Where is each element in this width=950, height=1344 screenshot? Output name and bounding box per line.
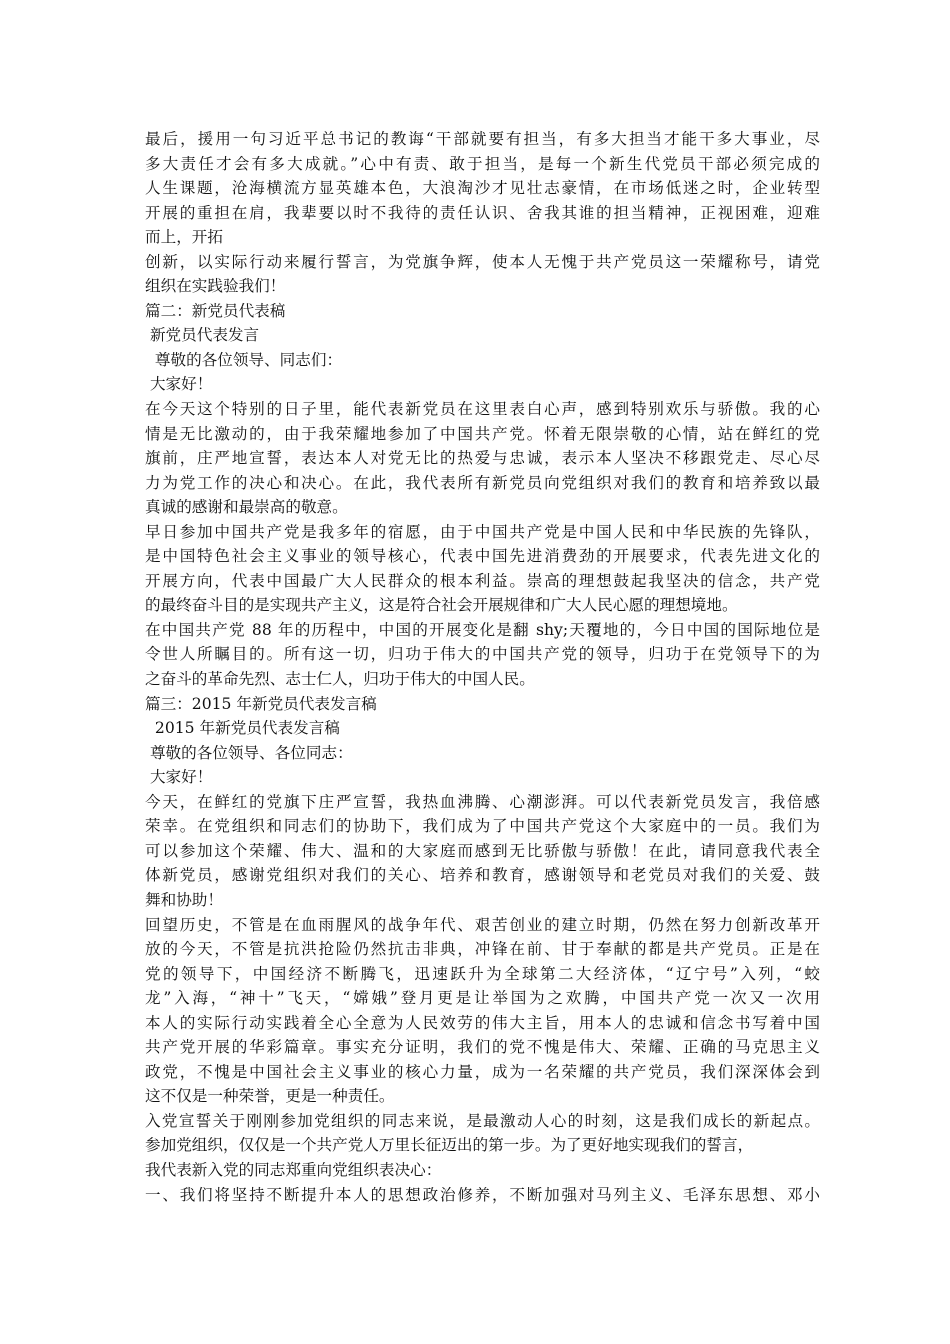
text-line: 真诚的感谢和最崇高的敬意。 <box>145 498 348 517</box>
text-line: 今天，在鲜红的党旗下庄严宣誓，我热血沸腾、心潮澎湃。可以代表新党员发言，我倍感 <box>145 792 820 811</box>
text-line: 人生课题，沧海横流方显英雄本色，大浪淘沙才见壮志豪情，在市场低迷之时，企业转型 <box>145 179 820 198</box>
text-line: 是中国特色社会主义事业的领导核心，代表中国先进消费劲的开展要求，代表先进文化的 <box>145 547 820 566</box>
text-line: 舞和协助！ <box>145 890 223 909</box>
text-line: 篇二：新党员代表稿 <box>145 301 286 320</box>
text-line: 开展的重担在肩，我辈要以时不我待的责任认识、舍我其谁的担当精神，正视困难，迎难 <box>145 203 820 222</box>
text-line: 大家好！ <box>145 768 213 787</box>
text-line: 新党员代表发言 <box>145 326 260 345</box>
text-line: 一、我们将坚持不断提升本人的思想政治修养，不断加强对马列主义、毛泽东思想、邓小 <box>145 1185 820 1204</box>
text-line: 参加党组织，仅仅是一个共产党人万里长征迈出的第一步。为了更好地实现我们的誓言， <box>145 1136 754 1155</box>
text-line: 政党，不愧是中国社会主义事业的核心力量，成为一名荣耀的共产党员，我们深深体会到 <box>145 1062 820 1081</box>
text-line: 本人的实际行动实践着全心全意为人民效劳的伟大主旨，用本人的忠诚和信念书写着中国 <box>145 1013 820 1032</box>
text-line: 情是无比激动的，由于我荣耀地参加了中国共产党。怀着无限崇敬的心情，站在鲜红的党 <box>145 424 820 443</box>
text-line: 在今天这个特别的日子里，能代表新党员在这里表白心声，感到特别欢乐与骄傲。我的心 <box>145 400 820 419</box>
text-line: 荣幸。在党组织和同志们的协助下，我们成为了中国共产党这个大家庭中的一员。我们为 <box>145 817 820 836</box>
text-line: 力为党工作的决心和决心。在此，我代表所有新党员向党组织对我们的教育和培养致以最 <box>145 473 820 492</box>
text-line: 我代表新入党的同志郑重向党组织表决心： <box>145 1160 442 1179</box>
text-line: 龙”入海，“神十”飞天，“嫦娥”登月更是让举国为之欢腾，中国共产党一次又一次用 <box>145 989 820 1008</box>
text-line: 尊敬的各位领导、各位同志： <box>145 743 353 762</box>
text-line: 可以参加这个荣耀、伟大、温和的大家庭而感到无比骄傲与骄傲！在此，请同意我代表全 <box>145 841 820 860</box>
text-line: 2015 年新党员代表发言稿 <box>145 719 340 738</box>
text-line: 尊敬的各位领导、同志们： <box>145 350 343 369</box>
text-line: 而上，开拓 <box>145 228 223 247</box>
text-line: 党的领导下，中国经济不断腾飞，迅速跃升为全球第二大经济体，“辽宁号”入列，“蛟 <box>145 964 820 983</box>
text-line: 早日参加中国共产党是我多年的宿愿，由于中国共产党是中国人民和中华民族的先锋队， <box>145 522 820 541</box>
text-line: 令世人所瞩目的。所有这一切，归功于伟大的中国共产党的领导，归功于在党领导下的为 <box>145 645 820 664</box>
text-line: 组织在实践验我们！ <box>145 277 286 296</box>
text-line: 创新，以实际行动来履行誓言，为党旗争辉，使本人无愧于共产党员这一荣耀称号，请党 <box>145 252 820 271</box>
text-line: 放的今天，不管是抗洪抢险仍然抗击非典，冲锋在前、甘于奉献的都是共产党员。正是在 <box>145 940 820 959</box>
text-line: 入党宣誓关于刚刚参加党组织的同志来说，是最激动人心的时刻，这是我们成长的新起点。 <box>145 1111 820 1130</box>
text-line: 篇三：2015 年新党员代表发言稿 <box>145 694 377 713</box>
text-line: 共产党开展的华彩篇章。事实充分证明，我们的党不愧是伟大、荣耀、正确的马克思主义 <box>145 1038 820 1057</box>
text-line: 在中国共产党 88 年的历程中，中国的开展变化是翻 shy;天覆地的，今日中国的国际地位是 <box>145 620 820 639</box>
text-line: 的最终奋斗目的是实现共产主义，这是符合社会开展规律和广大人民心愿的理想境地。 <box>145 596 738 615</box>
text-line: 最后，援用一句习近平总书记的教诲“干部就要有担当，有多大担当才能干多大事业，尽 <box>145 130 820 148</box>
text-line: 之奋斗的革命先烈、志士仁人，归功于伟大的中国人民。 <box>145 670 535 689</box>
text-line: 体新党员，感谢党组织对我们的关心、培养和教育，感谢领导和老党员对我们的关爱、鼓 <box>145 866 820 885</box>
text-line: 旗前，庄严地宣誓，表达本人对党无比的热爱与忠诚，表示本人坚决不移跟党走、尽心尽 <box>145 449 820 468</box>
text-line: 回望历史，不管是在血雨腥风的战争年代、艰苦创业的建立时期，仍然在努力创新改革开 <box>145 915 820 934</box>
text-line: 多大责任才会有多大成就。”心中有责、敢于担当，是每一个新生代党员干部必须完成的 <box>145 154 820 173</box>
text-line: 大家好！ <box>145 375 213 394</box>
document-body-text <box>145 127 820 1207</box>
text-line: 这不仅是一种荣誉，更是一种责任。 <box>145 1087 395 1106</box>
text-line: 开展方向，代表中国最广大人民群众的根本利益。崇高的理想鼓起我坚决的信念，共产党 <box>145 571 820 590</box>
